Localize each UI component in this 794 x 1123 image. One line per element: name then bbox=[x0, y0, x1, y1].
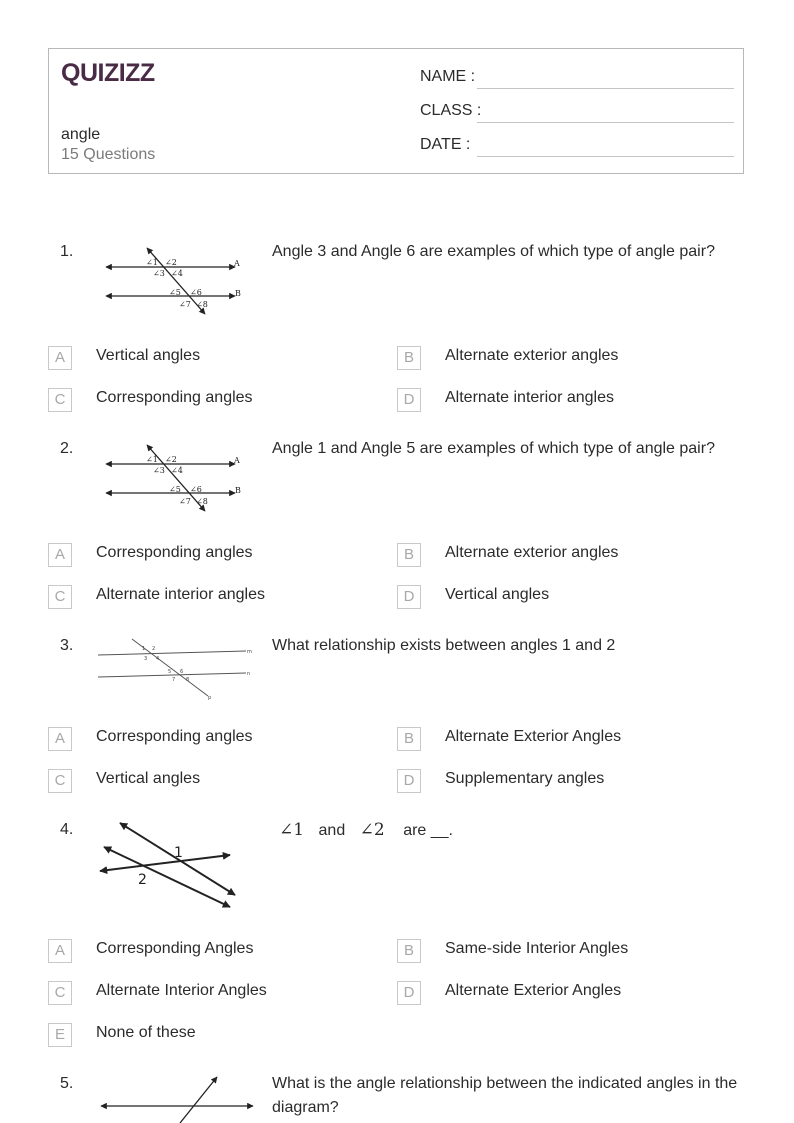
option-text: Vertical angles bbox=[445, 586, 550, 603]
angle-label: 8 bbox=[186, 677, 190, 683]
question-text: Angle 3 and Angle 6 are examples of which type of angle pair? bbox=[272, 243, 715, 260]
parallel-lines-diagram bbox=[103, 245, 248, 317]
option-letter-box[interactable]: A bbox=[48, 346, 72, 370]
line-label: A bbox=[234, 259, 240, 268]
transversal-diagram bbox=[96, 636, 256, 702]
angle-label: ∠6 bbox=[190, 485, 202, 494]
class-label: CLASS : bbox=[420, 102, 482, 119]
class-line[interactable] bbox=[477, 122, 734, 123]
angle-label: 7 bbox=[172, 677, 176, 683]
angle-label: ∠5 bbox=[169, 485, 181, 494]
answer-option[interactable] bbox=[48, 939, 368, 963]
angle-label: ∠7 bbox=[179, 497, 191, 506]
answer-option[interactable] bbox=[397, 939, 737, 963]
angle-2-symbol: ∠2 bbox=[359, 820, 385, 840]
option-text: Vertical angles bbox=[96, 347, 201, 364]
question-number: 2. bbox=[60, 440, 74, 457]
angle-label: ∠2 bbox=[165, 455, 177, 464]
answer-option[interactable] bbox=[397, 346, 737, 370]
name-label: NAME : bbox=[420, 68, 476, 85]
option-letter-box[interactable]: A bbox=[48, 727, 72, 751]
angle-label: ∠7 bbox=[179, 300, 191, 309]
question-number: 4. bbox=[60, 821, 74, 838]
option-text: Same-side Interior Angles bbox=[445, 940, 629, 957]
line-label: p bbox=[208, 695, 212, 701]
answer-option[interactable] bbox=[48, 769, 368, 793]
angle-label: 5 bbox=[168, 669, 172, 675]
question-number: 1. bbox=[60, 243, 74, 260]
angle-label: ∠4 bbox=[171, 269, 183, 278]
option-text: Alternate interior angles bbox=[96, 586, 265, 603]
answer-option[interactable] bbox=[397, 543, 737, 567]
option-letter-box[interactable]: A bbox=[48, 939, 72, 963]
class-field[interactable] bbox=[420, 102, 734, 124]
angle-label: ∠3 bbox=[153, 466, 165, 475]
angle-label: ∠1 bbox=[146, 258, 158, 267]
answer-option[interactable] bbox=[48, 585, 368, 609]
answer-option[interactable] bbox=[48, 981, 368, 1005]
option-letter-box[interactable]: B bbox=[397, 939, 421, 963]
option-letter-box[interactable]: C bbox=[48, 981, 72, 1005]
answer-option[interactable] bbox=[397, 727, 737, 751]
answer-option[interactable] bbox=[397, 769, 737, 793]
option-text: Alternate Exterior Angles bbox=[445, 982, 622, 999]
angle-label: ∠4 bbox=[171, 466, 183, 475]
angle-label: ∠2 bbox=[165, 258, 177, 267]
angle-label: ∠6 bbox=[190, 288, 202, 297]
quizizz-logo: QUIZIZZ bbox=[61, 59, 155, 87]
name-line[interactable] bbox=[477, 88, 734, 89]
angle-label: ∠3 bbox=[153, 269, 165, 278]
answer-option[interactable] bbox=[48, 346, 368, 370]
option-text: Alternate interior angles bbox=[445, 389, 614, 406]
name-field[interactable] bbox=[420, 68, 734, 90]
line-label: B bbox=[235, 486, 241, 495]
date-field[interactable] bbox=[420, 136, 734, 158]
date-line[interactable] bbox=[477, 156, 734, 157]
conjunction: and bbox=[318, 822, 346, 839]
option-letter-box[interactable]: A bbox=[48, 543, 72, 567]
option-text: Corresponding angles bbox=[96, 544, 253, 561]
line-label: n bbox=[247, 671, 251, 677]
angle-label: 1 bbox=[174, 845, 183, 861]
angle-label: 6 bbox=[180, 669, 184, 675]
option-letter-box[interactable]: D bbox=[397, 769, 421, 793]
question-number: 3. bbox=[60, 637, 74, 654]
option-letter-box[interactable]: C bbox=[48, 388, 72, 412]
question-text: What is the angle relationship between the indicated angles in the diagram? bbox=[272, 1075, 738, 1116]
option-letter-box[interactable]: B bbox=[397, 346, 421, 370]
option-letter-box[interactable]: C bbox=[48, 769, 72, 793]
option-text: None of these bbox=[96, 1024, 196, 1041]
line-label: A bbox=[234, 456, 240, 465]
option-letter-box[interactable]: B bbox=[397, 543, 421, 567]
intersecting-lines-diagram bbox=[98, 1074, 258, 1123]
worksheet-title: angle bbox=[61, 126, 101, 143]
angle-label: 2 bbox=[138, 872, 147, 888]
answer-option[interactable] bbox=[48, 1023, 368, 1047]
parallel-lines-diagram bbox=[103, 442, 248, 514]
angle-1-symbol: ∠1 bbox=[279, 820, 305, 840]
option-letter-box[interactable]: B bbox=[397, 727, 421, 751]
line-label: B bbox=[235, 289, 241, 298]
option-text: Alternate Interior Angles bbox=[96, 982, 267, 999]
answer-option[interactable] bbox=[397, 981, 737, 1005]
option-text: Alternate Exterior Angles bbox=[445, 728, 622, 745]
option-letter-box[interactable]: E bbox=[48, 1023, 72, 1047]
angle-label: 2 bbox=[152, 646, 156, 652]
intersecting-lines-diagram bbox=[96, 815, 246, 913]
date-label: DATE : bbox=[420, 136, 471, 153]
angle-label: 1 bbox=[142, 646, 146, 652]
angle-label: 3 bbox=[144, 656, 148, 662]
line-label: m bbox=[247, 649, 252, 655]
angle-label: ∠1 bbox=[146, 455, 158, 464]
question-text: What relationship exists between angles 1 and 2 bbox=[272, 637, 616, 654]
worksheet-header bbox=[48, 48, 744, 174]
option-letter-box[interactable]: D bbox=[397, 388, 421, 412]
option-text: Alternate exterior angles bbox=[445, 544, 619, 561]
option-letter-box[interactable]: C bbox=[48, 585, 72, 609]
option-letter-box[interactable]: D bbox=[397, 585, 421, 609]
option-text: Corresponding Angles bbox=[96, 940, 254, 957]
question-count: 15 Questions bbox=[61, 146, 156, 163]
answer-option[interactable] bbox=[48, 543, 368, 567]
angle-label: ∠8 bbox=[196, 300, 208, 309]
answer-option[interactable] bbox=[397, 585, 737, 609]
answer-option[interactable] bbox=[48, 388, 368, 412]
answer-option[interactable] bbox=[397, 388, 737, 412]
option-letter-box[interactable]: D bbox=[397, 981, 421, 1005]
option-text: Vertical angles bbox=[96, 770, 201, 787]
question-tail: are __. bbox=[403, 822, 453, 839]
angle-label: ∠8 bbox=[196, 497, 208, 506]
angle-label: 4 bbox=[156, 656, 160, 662]
option-text: Corresponding angles bbox=[96, 389, 253, 406]
option-text: Corresponding angles bbox=[96, 728, 253, 745]
question-text: Angle 1 and Angle 5 are examples of which type of angle pair? bbox=[272, 440, 715, 457]
option-text: Supplementary angles bbox=[445, 770, 605, 787]
answer-option[interactable] bbox=[48, 727, 368, 751]
angle-label: ∠5 bbox=[169, 288, 181, 297]
question-text bbox=[272, 818, 742, 843]
option-text: Alternate exterior angles bbox=[445, 347, 619, 364]
question-number: 5. bbox=[60, 1075, 74, 1092]
